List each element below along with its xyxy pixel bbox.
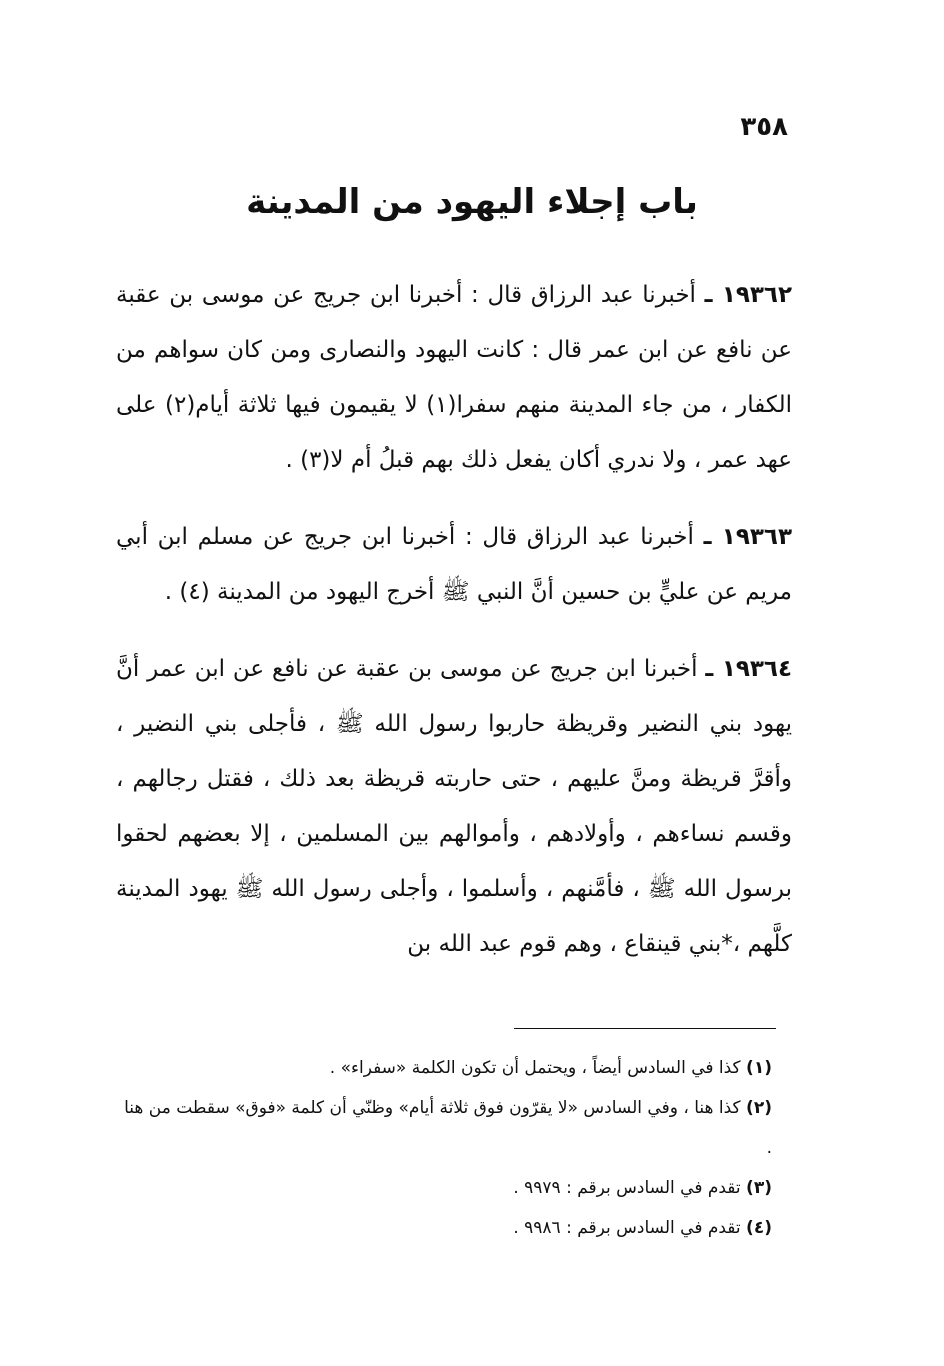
hadith-number: ١٩٣٦٣ ـ [703, 524, 792, 550]
footnote-text: كذا هنا ، وفي السادس «لا يقرّون فوق ثلاثة أيام» وظنّي أن كلمة «فوق» سقطت من هنا . [124, 1098, 772, 1158]
footnotes [116, 1048, 792, 1248]
footnote [116, 1168, 792, 1208]
hadith-text: أخبرنا عبد الرزاق قال : أخبرنا ابن جريج عن موسى بن عقبة عن نافع عن ابن عمر قال : كانت اليهود والنصارى ومن كان سواهم من الكفار ، من جاء المدينة منهم سفرا(١) لا يقيمون فيها ثلاثة أيام(٢) على عهد عمر ، ولا ندري أكان يفعل ذلك بهم قبلُ أم لا(٣) . [116, 282, 793, 473]
chapter-title: باب إجلاء اليهود من المدينة [246, 182, 698, 222]
hadith-number: ١٩٣٦٤ ـ [705, 656, 793, 682]
footnote [116, 1048, 792, 1088]
hadith-text: أخبرنا عبد الرزاق قال : أخبرنا ابن جريج عن مسلم ابن أبي مريم عن عليٍّ بن حسين أنَّ النبي ﷺ أخرج اليهود من المدينة (٤) . [116, 524, 792, 605]
hadith-entry [116, 268, 792, 488]
hadith-entry [116, 510, 792, 620]
footnote-text: تقدم في السادس برقم : ٩٩٧٩ . [513, 1178, 741, 1198]
footnote-number: (٤) [746, 1218, 772, 1238]
footnote-number: (١) [746, 1058, 772, 1078]
footnote-text: كذا في السادس أيضاً ، ويحتمل أن تكون الكلمة «سفراء» . [329, 1058, 741, 1078]
footnote-number: (٣) [746, 1178, 772, 1198]
hadith-number: ١٩٣٦٢ ـ [704, 282, 793, 308]
footnote-divider [514, 1028, 776, 1029]
hadith-entry [116, 642, 792, 972]
footnote-number: (٢) [746, 1098, 772, 1118]
hadith-text: أخبرنا ابن جريج عن موسى بن عقبة عن نافع عن ابن عمر أنَّ يهود بني النضير وقريظة حاربوا رسول الله ﷺ ، فأجلى بني النضير ، وأقرَّ قريظة ومنَّ عليهم ، حتى حاربته قريظة بعد ذلك ، فقتل رجالهم ، وقسم نساءهم ، وأولادهم ، وأموالهم بين المسلمين ، إلا بعضهم لحقوا برسول الله ﷺ ، فأمَّنهم ، وأسلموا ، وأجلى رسول الله ﷺ يهود المدينة كلَّهم ،*بني قينقاع ، وهم قوم عبد الله بن [116, 656, 792, 957]
page-number: ٣٥٨ [740, 112, 788, 142]
hadith-list [116, 268, 792, 994]
footnote [116, 1208, 792, 1248]
footnote [116, 1088, 792, 1168]
footnote-text: تقدم في السادس برقم : ٩٩٨٦ . [513, 1218, 741, 1238]
